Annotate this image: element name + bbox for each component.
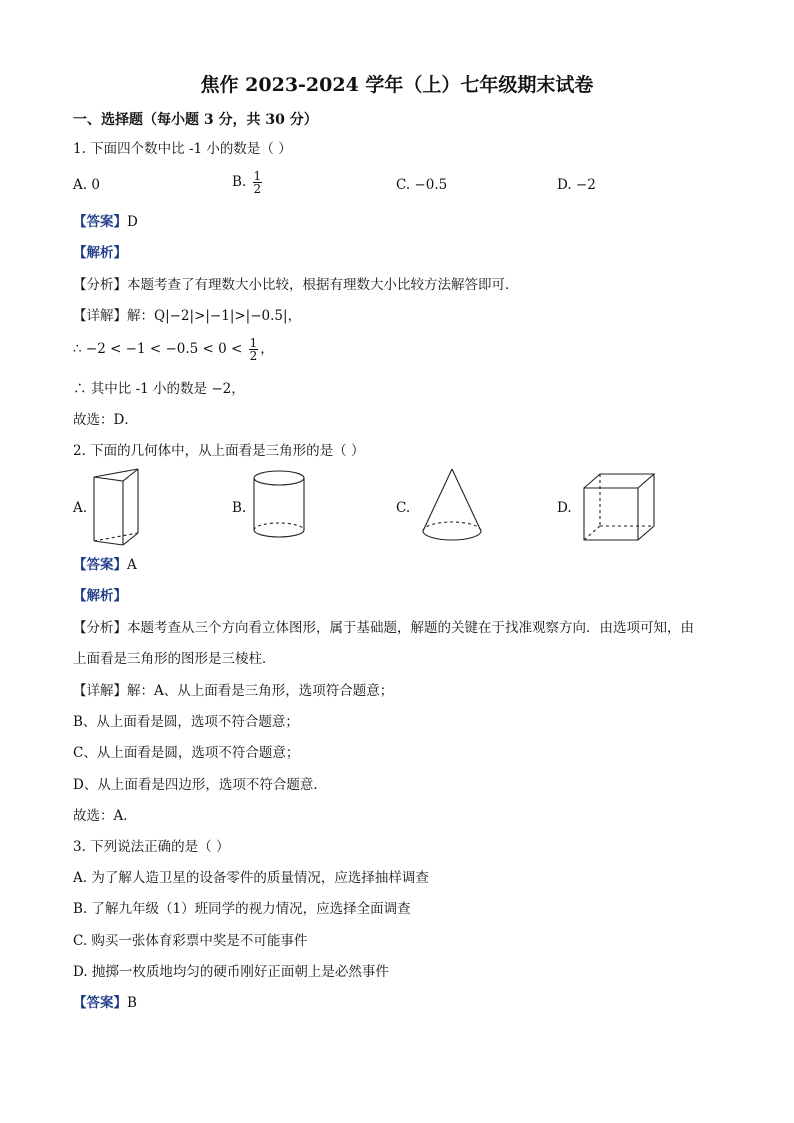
q2-choice: 故选：A． [73, 808, 137, 824]
fraction-numerator: 1 [249, 336, 258, 350]
q2-option-a-label: A. [73, 500, 88, 516]
q1-analysis-tag [73, 244, 127, 262]
fraction-numerator: 1 [253, 169, 262, 183]
q3-option-c: C. 购买一张体育彩票中奖是不可能事件 [73, 933, 308, 949]
answer-tag: 【答案】 [73, 214, 127, 230]
q2-answer [73, 556, 137, 574]
cube-right-face [638, 474, 654, 540]
cylinder-top-ellipse [254, 471, 304, 485]
cube-hidden-edge [584, 526, 600, 540]
fenxi-text: 本题考查从三个方向看立体图形，属于基础题，解题的关键在于找准观察方向．由选项可知，由 [127, 620, 694, 636]
page-title: 焦作 2023-2024 学年（上）七年级期末试卷 [200, 74, 594, 96]
q1-option-a: A. 0 [73, 177, 100, 193]
fenxi-tag: 【分析】 [73, 620, 127, 636]
answer-tag: 【答案】 [73, 995, 127, 1011]
cube-top-face [584, 474, 654, 488]
fenxi-tag: 【分析】 [73, 277, 127, 293]
detail-tag: 【详解】 [73, 683, 127, 699]
q2-detail-b: B、从上面看是圆，选项不符合题意； [73, 714, 299, 730]
q1-detail [73, 307, 301, 325]
q3-stem: 3. 下列说法正确的是（ ） [73, 839, 230, 855]
cone-side [423, 469, 452, 531]
fenxi-text: 本题考查了有理数大小比较，根据有理数大小比较方法解答即可． [127, 277, 519, 293]
q3-option-a: A. 为了解人造卫星的设备零件的质量情况，应选择抽样调查 [73, 870, 429, 886]
cube-figure [580, 470, 660, 546]
answer-value: A [127, 557, 137, 573]
q1-option-d: D. −2 [557, 177, 596, 193]
q2-option-c-label: C. [396, 500, 411, 516]
q2-fenxi-line-1 [73, 619, 694, 637]
fraction-denominator: 2 [253, 182, 262, 196]
answer-value: D [127, 214, 138, 230]
prism-hidden-edge [94, 533, 138, 541]
cylinder-figure [251, 468, 311, 544]
q1-answer [73, 213, 138, 231]
q1-stem: 1. 下面四个数中比 -1 小的数是（ ） [73, 141, 292, 157]
q1-option-b [232, 170, 264, 195]
inequality-fraction [249, 337, 259, 362]
detail-text: 解：Q|−2|>|−1|>|−0.5|， [127, 308, 302, 324]
analysis-tag: 【解析】 [73, 245, 127, 261]
q2-analysis-tag [73, 587, 127, 605]
q1-option-b-fraction [253, 170, 263, 195]
q1-conclusion: ∴ 其中比 -1 小的数是 −2， [73, 381, 245, 397]
answer-value: B [127, 995, 137, 1011]
q2-detail-c: C、从上面看是圆，选项不符合题意； [73, 745, 300, 761]
q1-fenxi [73, 276, 519, 294]
fraction-denominator: 2 [249, 349, 258, 363]
q2-detail-d: D、从上面看是四边形，选项不符合题意． [73, 777, 327, 793]
inequality-suffix: ， [260, 341, 274, 357]
q1-inequality-line [73, 337, 274, 362]
q1-choice: 故选：D． [73, 412, 138, 428]
cone-base-back [423, 522, 481, 531]
q1-option-b-label: B. [232, 174, 247, 190]
answer-tag: 【答案】 [73, 557, 127, 573]
inequality-text: ∴ −2 < −1 < −0.5 < 0 < [73, 341, 243, 357]
q1-option-c: C. −0.5 [396, 177, 448, 193]
section-heading: 一、选择题（每小题 3 分，共 30 分） [73, 112, 318, 128]
triangular-prism-figure [88, 465, 148, 550]
cone-base-front [423, 531, 481, 540]
cone-figure [418, 465, 486, 545]
q3-answer [73, 994, 137, 1012]
detail-tag: 【详解】 [73, 308, 127, 324]
prism-top-face [94, 469, 138, 481]
q2-option-b-label: B. [232, 500, 247, 516]
cube-front-face [584, 488, 638, 540]
q2-option-d-label: D. [557, 500, 572, 516]
cylinder-bottom-front [254, 530, 304, 537]
analysis-tag: 【解析】 [73, 588, 127, 604]
q3-option-b: B. 了解九年级（1）班同学的视力情况，应选择全面调查 [73, 901, 411, 917]
q2-stem: 2. 下面的几何体中，从上面看是三角形的是（ ） [73, 443, 365, 459]
prism-edge [94, 541, 123, 545]
q2-fenxi-line-2: 上面看是三角形的图形是三棱柱． [73, 651, 276, 667]
cylinder-bottom-back [254, 523, 304, 530]
q3-option-d: D. 抛掷一枚质地均匀的硬币刚好正面朝上是必然事件 [73, 964, 389, 980]
q2-detail [73, 682, 393, 700]
detail-text: 解：A、从上面看是三角形，选项符合题意； [127, 683, 394, 699]
